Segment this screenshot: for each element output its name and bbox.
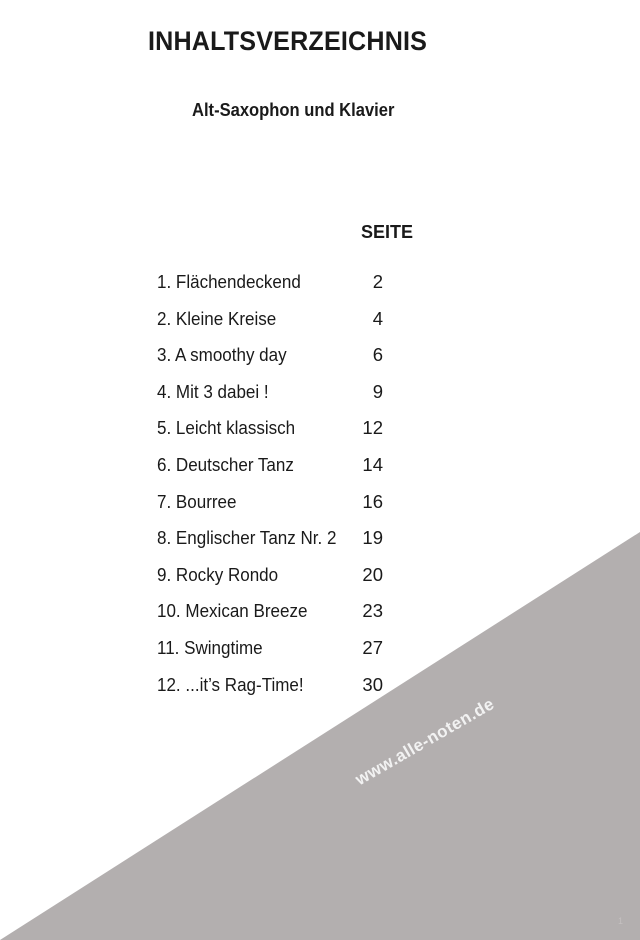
toc-entry-title: 5. Leicht klassisch xyxy=(157,417,296,439)
table-of-contents xyxy=(157,268,397,707)
toc-entry xyxy=(157,561,397,598)
toc-entry-page: 14 xyxy=(362,453,383,475)
toc-entry xyxy=(157,671,397,708)
toc-entry-page: 4 xyxy=(372,307,383,329)
page-title: INHALTSVERZEICHNIS xyxy=(148,26,428,56)
toc-entry xyxy=(157,488,397,525)
toc-entry-title: 4. Mit 3 dabei ! xyxy=(157,380,269,402)
page-column-header: SEITE xyxy=(361,222,414,242)
toc-entry xyxy=(157,451,397,488)
toc-entry xyxy=(157,305,397,342)
toc-entry xyxy=(157,378,397,415)
toc-entry-page: 27 xyxy=(362,636,383,658)
toc-entry xyxy=(157,597,397,634)
toc-entry xyxy=(157,524,397,561)
page-subtitle: Alt-Saxophon und Klavier xyxy=(192,100,395,120)
toc-entry-title: 6. Deutscher Tanz xyxy=(157,453,294,475)
toc-entry-title: 1. Flächendeckend xyxy=(157,271,301,292)
toc-entry xyxy=(157,268,397,305)
toc-entry-title: 9. Rocky Rondo xyxy=(157,563,279,585)
toc-entry-page: 6 xyxy=(372,344,383,366)
toc-entry-page: 30 xyxy=(362,673,383,695)
toc-entry-title: 2. Kleine Kreise xyxy=(157,307,277,329)
page-number: 1 xyxy=(618,916,624,926)
toc-entry xyxy=(157,414,397,451)
toc-entry-title: 12. ...it’s Rag-Time! xyxy=(157,673,304,695)
toc-entry-title: 8. Englischer Tanz Nr. 2 xyxy=(157,527,337,549)
toc-entry-page: 20 xyxy=(362,563,383,585)
toc-entry-page: 9 xyxy=(372,380,383,402)
toc-entry-title: 11. Swingtime xyxy=(157,636,263,658)
toc-entry-page: 23 xyxy=(362,600,383,622)
toc-entry-title: 10. Mexican Breeze xyxy=(157,600,308,622)
toc-entry-page: 2 xyxy=(372,271,383,292)
toc-entry-page: 16 xyxy=(362,490,383,512)
toc-entry-page: 12 xyxy=(362,417,383,439)
toc-entry xyxy=(157,634,397,671)
toc-entry-title: 3. A smoothy day xyxy=(157,344,287,366)
toc-entry-title: 7. Bourree xyxy=(157,490,237,512)
watermark-url: www.alle-noten.de xyxy=(352,694,498,790)
toc-entry xyxy=(157,341,397,378)
toc-entry-page: 19 xyxy=(362,527,383,549)
